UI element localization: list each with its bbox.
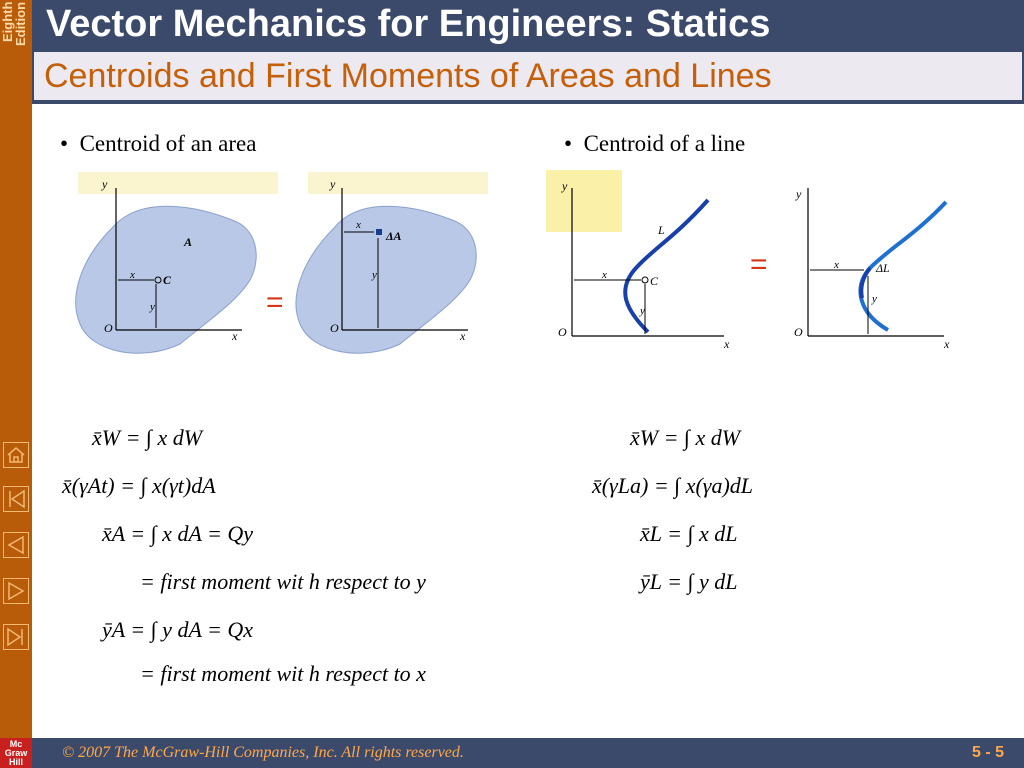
equation-left-3: x̄A = ∫ x dA = Qy	[102, 521, 253, 546]
ybar-line-label: y	[640, 305, 645, 317]
highlight-strip-left	[78, 172, 278, 194]
next-slide-button[interactable]	[3, 578, 29, 604]
origin-label-line-left: O	[558, 325, 567, 339]
xbar-line-label: x	[602, 269, 607, 281]
origin-label-line-right: O	[794, 325, 803, 339]
x-label-right: x	[460, 329, 466, 343]
y-label-line-left: y	[562, 179, 568, 193]
footer	[32, 738, 1024, 768]
centroid-label: C	[163, 273, 172, 287]
centroid-line-label: C	[650, 274, 659, 288]
centroid-line-point	[642, 277, 648, 283]
first-slide-button[interactable]	[3, 486, 29, 512]
centroid-line-figure	[544, 168, 960, 354]
sidebar	[0, 0, 32, 768]
L-label: L	[658, 223, 665, 237]
x-label-dL: x	[834, 259, 839, 271]
origin-label-left: O	[104, 321, 113, 335]
publisher-logo: Mc Graw Hill	[0, 738, 32, 768]
origin-label-right: O	[330, 321, 339, 335]
x-label-left: x	[232, 329, 238, 343]
equation-left-2: x̄(γAt) = ∫ x(γt)dA	[62, 473, 216, 498]
bullet-centroid-line-label: Centroid of a line	[583, 131, 746, 156]
home-icon	[4, 443, 28, 467]
x-label-dA: x	[356, 219, 361, 231]
equation-left-5: ȳA = ∫ y dA = Qx	[102, 617, 253, 642]
area-label: A	[184, 235, 193, 249]
equation-left-6: = first moment wit h respect to x	[140, 661, 426, 686]
centroid-area-figure	[72, 168, 496, 358]
y-label-line-right: y	[796, 187, 802, 201]
element-dL	[861, 268, 870, 298]
previous-slide-button[interactable]	[3, 532, 29, 558]
header	[32, 0, 1024, 104]
first-slide-icon	[4, 487, 28, 511]
subtitle-bar	[34, 52, 1022, 100]
slide-number: 5 - 5	[971, 744, 1004, 761]
bullet-centroid-line: • Centroid of a line	[564, 131, 746, 156]
equation-left-1: x̄W = ∫ x dW	[92, 425, 203, 450]
ybar-label: y	[150, 301, 155, 313]
home-button[interactable]	[3, 442, 29, 468]
curve-line-left	[625, 200, 708, 332]
edition-label: Eighth Edition	[0, 2, 28, 47]
equation-right-2: x̄(γLa) = ∫ x(γa)dL	[592, 473, 754, 498]
previous-slide-icon	[4, 533, 28, 557]
highlight-strip-line	[546, 170, 622, 232]
last-slide-button[interactable]	[3, 624, 29, 650]
last-slide-icon	[4, 625, 28, 649]
page-title: Vector Mechanics for Engineers: Statics	[46, 3, 771, 45]
equals-sign-line: =	[750, 248, 768, 281]
element-dA	[376, 229, 382, 235]
equation-left-4: = first moment wit h respect to y	[140, 569, 426, 594]
equation-right-3: x̄L = ∫ x dL	[640, 521, 738, 546]
equation-right-1: x̄W = ∫ x dW	[630, 425, 741, 450]
bullet-centroid-area: • Centroid of an area	[60, 131, 257, 156]
bullet-centroid-area-label: Centroid of an area	[79, 131, 257, 156]
x-label-line-left: x	[724, 337, 730, 351]
y-label-dL: y	[872, 293, 877, 305]
copyright-notice: © 2007 The McGraw-Hill Companies, Inc. All rights reserved.	[62, 744, 464, 761]
curve-line-right	[860, 202, 946, 330]
xbar-label: x	[130, 269, 135, 281]
dL-label: ΔL	[876, 261, 890, 275]
dA-label: ΔA	[386, 229, 402, 243]
y-label-dA: y	[372, 269, 377, 281]
equals-sign-area: =	[266, 286, 284, 319]
y-label-left: y	[102, 177, 108, 191]
equation-right-4: ȳL = ∫ y dL	[640, 569, 738, 594]
next-slide-icon	[4, 579, 28, 603]
page-subtitle: Centroids and First Moments of Areas and Lines	[44, 57, 772, 95]
y-label-right: y	[330, 177, 336, 191]
x-label-line-right: x	[944, 337, 950, 351]
